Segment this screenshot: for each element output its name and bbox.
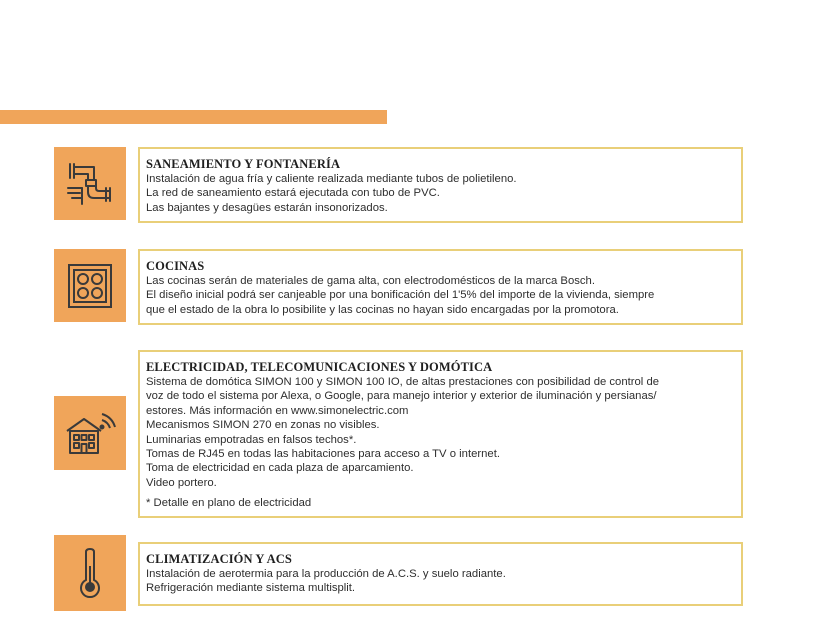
electricity-icon-box xyxy=(54,396,126,470)
cooktop-icon xyxy=(65,261,115,311)
climate-icon-box xyxy=(54,535,126,611)
section-line: Sistema de domótica SIMON 100 y SIMON 100 IO, de altas prestaciones con posibilidad de control de xyxy=(146,376,660,388)
section-title: CLIMATIZACIÓN Y ACS xyxy=(146,552,292,566)
section-line: Mecanismos SIMON 270 en zonas no visibles. xyxy=(146,419,380,432)
section-line: El diseño inicial podrá ser canjeable por una bonificación del 1'5% del importe de la vivienda, siempre xyxy=(146,289,655,302)
section-title: ELECTRICIDAD, TELECOMUNICACIONES Y DOMÓTICA xyxy=(146,360,493,374)
section-line: Video portero. xyxy=(146,476,217,489)
section-line: Las cocinas serán de materiales de gama alta, con electrodomésticos de la marca Bosch. xyxy=(146,275,595,287)
section-line: que el estado de la obra lo posibilite y las cocinas no hayan sido encargadas por la promotora. xyxy=(146,303,619,316)
section-line: Instalación de aerotermia para la producción de A.C.S. y suelo radiante. xyxy=(146,568,506,580)
section-note: * Detalle en plano de electricidad xyxy=(146,497,312,510)
accent-bar xyxy=(0,110,387,124)
section-line: Las bajantes y desagües estarán insonorizados. xyxy=(146,201,388,214)
section-line: estores. Más información en www.simonelectric.com xyxy=(146,404,409,417)
section-line: La red de saneamiento estará ejecutada con tubo de PVC. xyxy=(146,187,440,200)
section-title: SANEAMIENTO Y FONTANERÍA xyxy=(146,157,341,171)
section-line: Refrigeración mediante sistema multisplit. xyxy=(146,582,356,595)
section-title: COCINAS xyxy=(146,259,205,273)
section-card-electricity xyxy=(138,350,743,518)
kitchen-icon-box xyxy=(54,249,126,322)
section-line: Instalación de agua fría y caliente realizada mediante tubos de polietileno. xyxy=(146,173,517,185)
section-card-kitchen xyxy=(138,249,743,325)
section-line: voz de todo el sistema por Alexa, o Google, para manejo interior y exterior de iluminación y persianas/ xyxy=(146,390,657,403)
section-line: Luminarias empotradas en falsos techos*. xyxy=(146,433,357,446)
section-line: Tomas de RJ45 en todas las habitaciones para acceso a TV o internet. xyxy=(146,448,500,461)
smart-home-icon xyxy=(64,407,116,459)
section-card-climate xyxy=(138,542,743,606)
section-card-plumbing xyxy=(138,147,743,223)
plumbing-icon-box xyxy=(54,147,126,220)
thermometer-icon xyxy=(70,546,110,600)
plumbing-pipes-icon xyxy=(64,158,116,210)
section-line: Toma de electricidad en cada plaza de aparcamiento. xyxy=(146,462,414,475)
